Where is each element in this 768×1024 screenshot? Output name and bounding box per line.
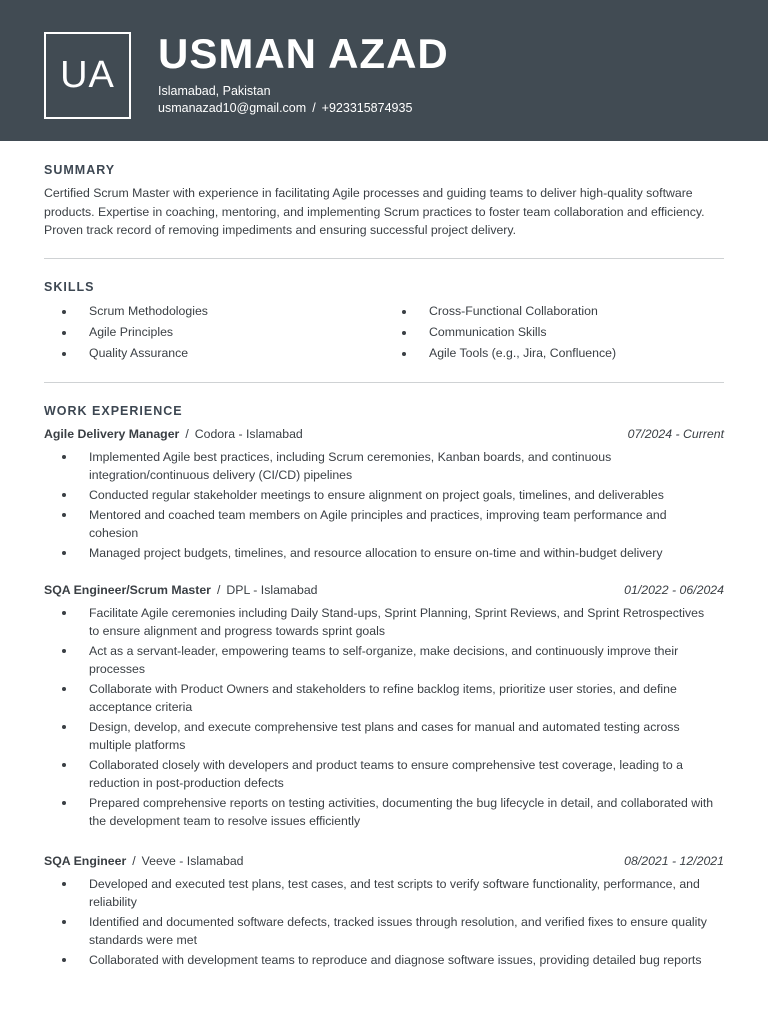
job-company: DPL - Islamabad bbox=[226, 583, 318, 597]
job-bullet: Act as a servant-leader, empowering teams to self-organize, make decisions, and continuously improve their processes bbox=[44, 642, 724, 678]
job-dates: 07/2024 - Current bbox=[627, 427, 724, 441]
job-entry bbox=[44, 582, 724, 832]
skills-column-left bbox=[44, 301, 384, 364]
skills-grid bbox=[44, 301, 724, 364]
job-role: SQA Engineer/Scrum Master bbox=[44, 583, 211, 597]
job-separator: / bbox=[216, 583, 221, 597]
experience-section bbox=[44, 403, 724, 419]
job-bullet: Design, develop, and execute comprehensive test plans and cases for manual and automated testing across multiple platforms bbox=[44, 718, 724, 754]
skill-item: Agile Principles bbox=[44, 322, 384, 343]
job-bullet: Conducted regular stakeholder meetings to ensure alignment on project goals, timelines, and deliverables bbox=[44, 486, 724, 504]
job-bullet: Facilitate Agile ceremonies including Daily Stand-ups, Sprint Planning, Sprint Reviews, and Sprint Retrospectives to ensure alignment and progress towards sprint goals bbox=[44, 604, 724, 640]
job-bullet: Collaborated with development teams to reproduce and diagnose software issues, providing detailed bug reports bbox=[44, 951, 724, 969]
job-bullet: Collaborate with Product Owners and stakeholders to refine backlog items, prioritize user stories, and define acceptance criteria bbox=[44, 680, 724, 716]
skills-column-right bbox=[384, 301, 724, 364]
resume-header bbox=[0, 0, 768, 141]
monogram-badge: UA bbox=[44, 32, 131, 119]
summary-text: Certified Scrum Master with experience in facilitating Agile processes and guiding teams to deliver high-quality software products. Expertise in coaching, mentoring, and implementing Scrum practices to foster team collaboration and efficiency. Proven track record of removing impediments and ensuring successful project delivery. bbox=[44, 186, 705, 237]
summary-heading: SUMMARY bbox=[44, 163, 116, 177]
job-header bbox=[44, 582, 724, 598]
skill-item: Quality Assurance bbox=[44, 343, 384, 364]
job-bullet: Mentored and coached team members on Agile principles and practices, improving team performance and cohesion bbox=[44, 506, 724, 542]
job-bullet: Developed and executed test plans, test cases, and test scripts to verify software functionality, performance, and reliability bbox=[44, 875, 724, 911]
contact-separator: / bbox=[312, 101, 316, 115]
job-bullets bbox=[44, 875, 724, 969]
job-company: Codora - Islamabad bbox=[194, 427, 303, 441]
section-divider bbox=[44, 258, 724, 259]
summary-section bbox=[44, 162, 724, 240]
job-role: Agile Delivery Manager bbox=[44, 427, 180, 441]
skill-item: Agile Tools (e.g., Jira, Confluence) bbox=[384, 343, 724, 364]
phone-text: +923315874935 bbox=[321, 101, 413, 115]
skill-item: Scrum Methodologies bbox=[44, 301, 384, 322]
candidate-name: USMAN AZAD bbox=[158, 30, 449, 77]
job-bullet: Implemented Agile best practices, including Scrum ceremonies, Kanban boards, and continuous integration/continuous delivery (CI/CD) pipelines bbox=[44, 448, 724, 484]
section-divider bbox=[44, 382, 724, 383]
job-role: SQA Engineer bbox=[44, 854, 127, 868]
job-bullet: Prepared comprehensive reports on testing activities, documenting the bug lifecycle in detail, and collaborated with the development team to resolve issues efficiently bbox=[44, 794, 724, 830]
email-text: usmanazad10@gmail.com bbox=[158, 101, 307, 115]
job-company: Veeve - Islamabad bbox=[141, 854, 244, 868]
job-separator: / bbox=[185, 427, 189, 441]
skill-item: Communication Skills bbox=[384, 322, 724, 343]
location-text: Islamabad, Pakistan bbox=[158, 84, 271, 98]
job-header bbox=[44, 426, 724, 442]
job-entry bbox=[44, 853, 724, 971]
contact-line bbox=[158, 100, 412, 116]
job-separator: / bbox=[132, 854, 136, 868]
skills-section bbox=[44, 279, 724, 364]
job-bullet: Identified and documented software defects, tracked issues through resolution, and verified fixes to ensure quality standards were met bbox=[44, 913, 724, 949]
job-entry bbox=[44, 426, 724, 564]
job-bullets bbox=[44, 604, 724, 830]
job-dates: 08/2021 - 12/2021 bbox=[624, 854, 724, 868]
job-dates: 01/2022 - 06/2024 bbox=[624, 583, 724, 597]
job-bullets bbox=[44, 448, 724, 562]
job-bullet: Collaborated closely with developers and product teams to ensure comprehensive test coverage, leading to a reduction in post-production defects bbox=[44, 756, 724, 792]
job-header bbox=[44, 853, 724, 869]
experience-heading: WORK EXPERIENCE bbox=[44, 404, 183, 418]
job-bullet: Managed project budgets, timelines, and resource allocation to ensure on-time and within-budget delivery bbox=[44, 544, 724, 562]
skills-heading: SKILLS bbox=[44, 280, 95, 294]
skill-item: Cross-Functional Collaboration bbox=[384, 301, 724, 322]
